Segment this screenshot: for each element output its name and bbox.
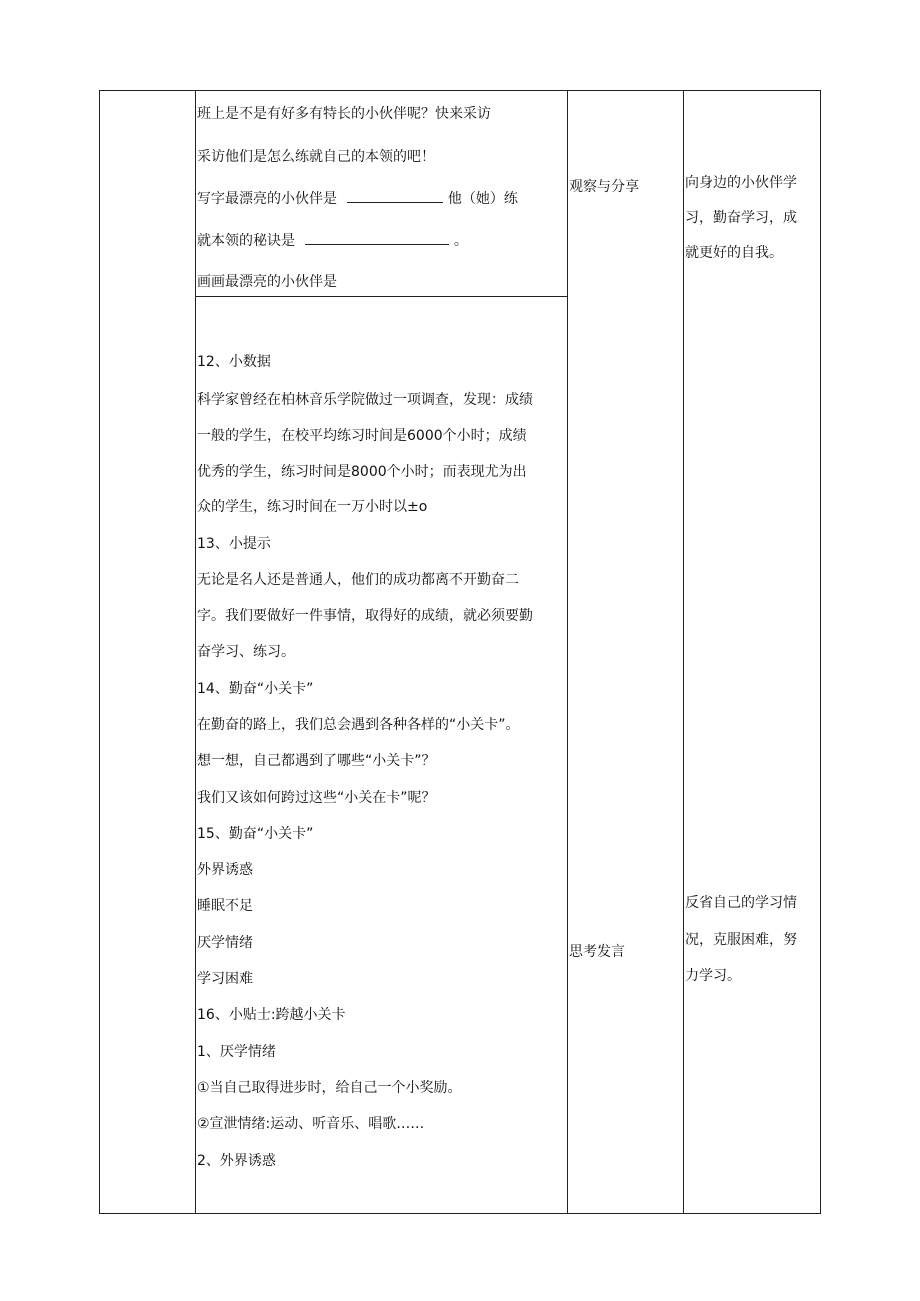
content-line: 想一想，自己都遇到了哪些“小关卡”？ [197, 753, 436, 769]
content-line: 在勤奋的路上，我们总会遇到各种各样的“小关卡”。 [197, 717, 520, 733]
content-line: ①当自己取得进步时，给自己一个小奖励。 [197, 1080, 462, 1096]
content-line: 无论是名人还是普通人，他们的成功都离不开勤奋二 [197, 572, 519, 588]
content-line: ②宣泄情绪:运动、听音乐、唱歌…… [197, 1116, 425, 1132]
content-line: 奋学习、练习。 [197, 644, 295, 660]
table-left-border [99, 90, 100, 1214]
section-heading: 12、小数据 [197, 354, 271, 370]
content-line: 我们又该如何跨过这些“小关在卡”呢？ [197, 790, 436, 806]
intent-line: 力学习。 [685, 968, 741, 984]
section-heading: 14、勤奋“小关卡” [197, 681, 314, 697]
fill-prompt: 写字最漂亮的小伙伴是 [197, 191, 337, 207]
fill-blank [347, 188, 443, 203]
content-line: 学习困难 [197, 971, 253, 987]
content-line: 厌学情绪 [197, 935, 253, 951]
section-heading: 16、小贴士:跨越小关卡 [197, 1007, 346, 1023]
activity-label: 思考发言 [569, 944, 625, 960]
intent-line: 习，勤奋学习，成 [685, 210, 797, 226]
table-bottom-border [99, 1213, 821, 1214]
section-heading: 15、勤奋“小关卡” [197, 826, 314, 842]
table-top-border [99, 90, 821, 91]
column-divider-1 [195, 90, 196, 1214]
intent-line: 向身边的小伙伴学 [685, 175, 797, 191]
content-line: 睡眠不足 [197, 898, 253, 914]
content-line: 采访他们是怎么练就自己的本领的吧！ [197, 149, 435, 165]
content-line [197, 230, 468, 251]
content-line: 优秀的学生，练习时间是8000个小时；而表现尤为出 [197, 464, 527, 480]
content-line: 字。我们要做好一件事情，取得好的成绩，就必须要勤 [197, 608, 533, 624]
intent-line: 反省自己的学习情 [685, 895, 797, 911]
table-right-border [820, 90, 821, 1214]
section-heading: 13、小提示 [197, 536, 271, 552]
intent-line: 况，克服困难，努 [685, 932, 797, 948]
activity-label: 观察与分享 [569, 179, 639, 195]
fill-end: 。 [453, 233, 468, 249]
content-cell-divider [195, 296, 568, 297]
content-line: 外界诱惑 [197, 862, 253, 878]
content-line: 众的学生，练习时间在一万小时以±o [197, 499, 428, 515]
content-line: 画画最漂亮的小伙伴是 [197, 274, 337, 290]
content-line [197, 188, 518, 209]
column-divider-2 [567, 90, 568, 1214]
content-line: 2、外界诱惑 [197, 1153, 276, 1169]
intent-line: 就更好的自我。 [685, 245, 783, 261]
content-line: 一般的学生，在校平均练习时间是6000个小时；成绩 [197, 428, 527, 444]
content-line: 班上是不是有好多有特长的小伙伴呢？快来采访 [197, 106, 491, 122]
fill-blank [305, 230, 449, 245]
fill-prompt: 就本领的秘诀是 [197, 233, 295, 249]
column-divider-3 [683, 90, 684, 1214]
content-line: 科学家曾经在柏林音乐学院做过一项调查，发现：成绩 [197, 392, 533, 408]
content-line: 1、厌学情绪 [197, 1044, 276, 1060]
fill-prompt: 他（她）练 [447, 191, 518, 207]
